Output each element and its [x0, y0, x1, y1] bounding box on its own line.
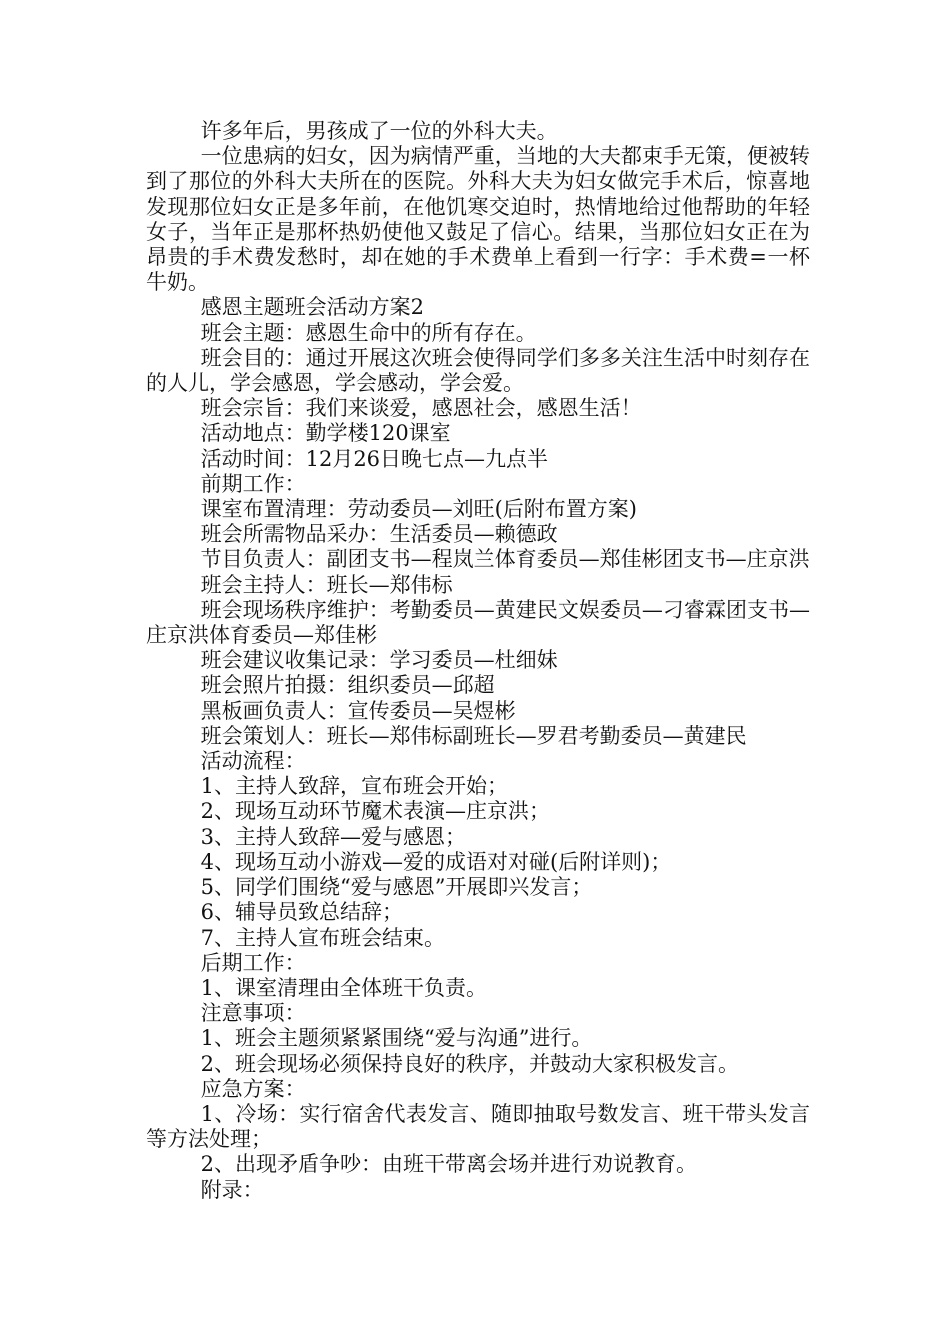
paragraph: 课室布置清理：劳动委员—刘旺(后附布置方案) [200, 497, 637, 522]
paragraph: 班会策划人：班长—郑伟标副班长—罗君考勤委员—黄建民 [200, 723, 747, 748]
paragraph: 班会照片拍摄：组织委员—邱超 [200, 673, 495, 698]
paragraph: 许多年后，男孩成了一位的外科大夫。 [200, 119, 558, 143]
list-item: 2、班会现场必须保持良好的秩序，并鼓动大家积极发言。 [200, 1051, 739, 1076]
paragraph: 黑板画负责人：宣传委员—吴煜彬 [200, 698, 516, 723]
paragraph: 班会宗旨：我们来谈爱，感恩社会，感恩生活！ [200, 396, 642, 421]
paragraph: 后期工作： [200, 950, 306, 975]
list-item: 2、现场互动环节魔术表演—庄京洪； [200, 799, 550, 824]
list-item: 1、课室清理由全体班干负责。 [200, 975, 487, 1000]
list-item: 7、主持人宣布班会结束。 [200, 925, 445, 950]
paragraph: 附录： [200, 1177, 264, 1202]
paragraph: 一位患病的妇女，因为病情严重，当地的大夫都束手无策，便被转到了那位的外科大夫所在的医院。外科大夫为妇女做完手术后，惊喜地发现那位妇女正是多年前，在他饥寒交迫时，热情地给过他帮助的年轻女子，当年正是那杯热奶使他又鼓足了信心。结果，当那位妇女正在为昂贵的手术费发愁时，却在她的手术费单上看到一行字：手术费=一杯牛奶。 [146, 144, 810, 295]
paragraph: 班会所需物品采办：生活委员—赖德政 [200, 522, 558, 547]
paragraph: 班会主题：感恩生命中的所有存在。 [200, 320, 537, 345]
list-item: 2、出现矛盾争吵：由班干带离会场并进行劝说教育。 [200, 1152, 697, 1177]
paragraph: 节目负责人：副团支书—程岚兰体育委员—郑佳彬团支书—庄京洪 [200, 547, 810, 572]
list-item: 1、班会主题须紧紧围绕“爱与沟通”进行。 [200, 1026, 593, 1051]
list-item: 3、主持人致辞—爱与感恩； [200, 824, 466, 849]
paragraph: 班会现场秩序维护：考勤委员—黄建民文娱委员—刁睿霖团支书—庄京洪体育委员—郑佳彬 [146, 597, 810, 648]
paragraph: 活动地点：勤学楼120课室 [200, 421, 451, 446]
paragraph: 前期工作： [200, 471, 306, 496]
paragraph: 班会建议收集记录：学习委员—杜细妹 [200, 648, 558, 673]
paragraph: 活动时间：12月26日晚七点—九点半 [200, 446, 549, 471]
list-item: 1、主持人致辞，宣布班会开始； [200, 774, 508, 799]
list-item: 4、现场互动小游戏—爱的成语对对碰(后附详则)； [200, 849, 672, 874]
paragraph: 应急方案： [200, 1076, 306, 1101]
paragraph: 注意事项： [200, 1001, 306, 1026]
paragraph: 活动流程： [200, 749, 306, 774]
list-item: 1、冷场：实行宿舍代表发言、随即抽取号数发言、班干带头发言等方法处理； [146, 1101, 810, 1152]
document-body [146, 119, 810, 1203]
paragraph: 班会主持人：班长—郑伟标 [200, 572, 453, 597]
paragraph: 班会目的：通过开展这次班会使得同学们多多关注生活中时刻存在的人儿，学会感恩，学会感动，学会爱。 [146, 345, 810, 396]
section-heading: 感恩主题班会活动方案2 [200, 295, 424, 320]
list-item: 5、同学们围绕“爱与感恩”开展即兴发言； [200, 875, 593, 900]
list-item: 6、辅导员致总结辞； [200, 900, 403, 925]
